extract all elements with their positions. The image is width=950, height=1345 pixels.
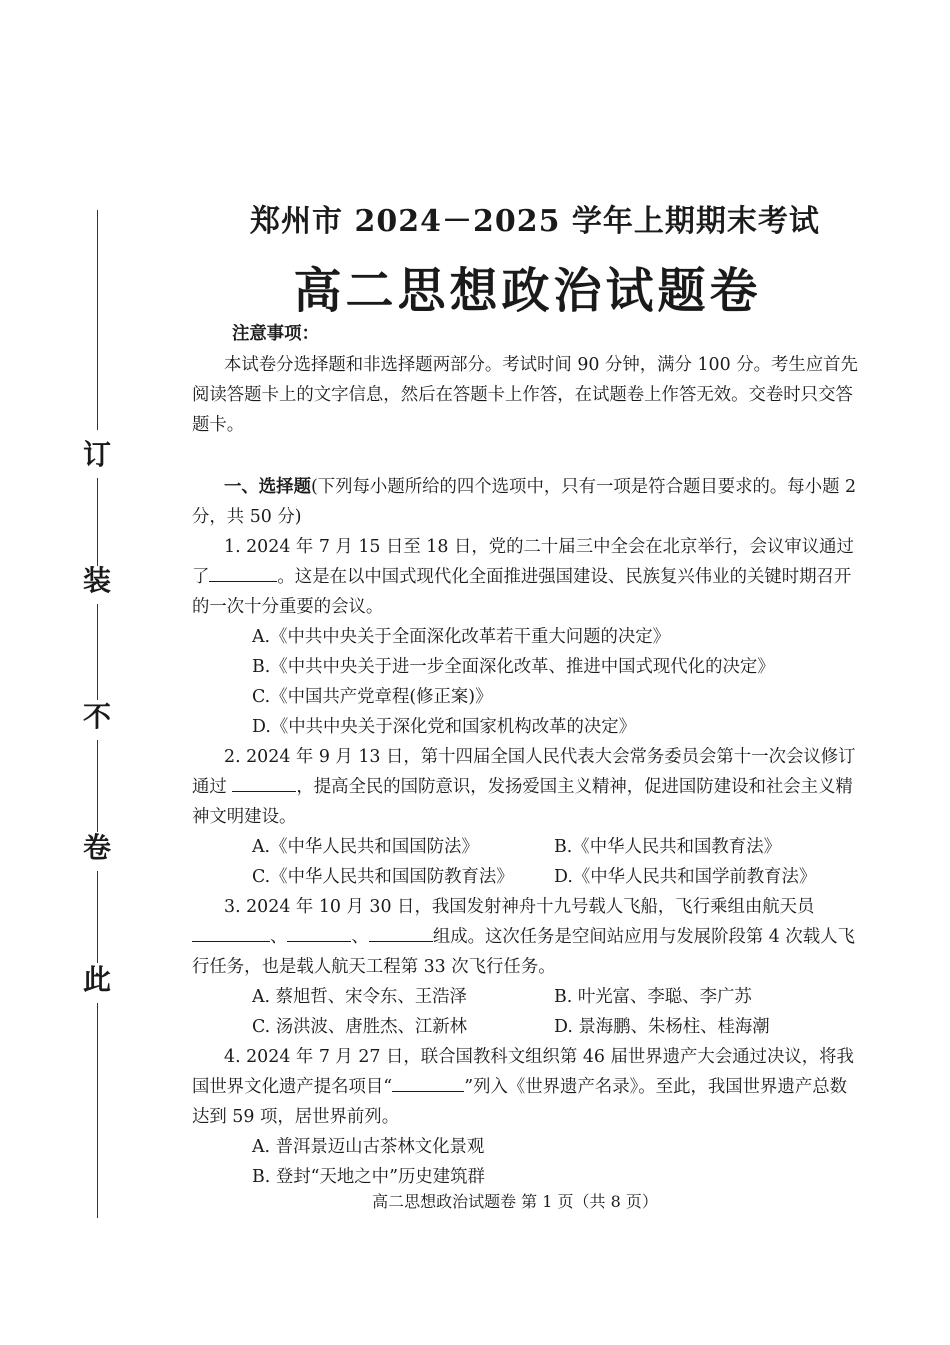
question-3-stem-part-a: 3. 2024 年 10 月 30 日，我国发射神舟十九号载人飞船，飞行乘组由航天员 bbox=[224, 897, 815, 917]
question-4-stem bbox=[192, 1042, 860, 1132]
question-3-stem-part-b: 组成。这次任务是空间站应用与发展阶段第 4 次载人飞行任务，也是载人航天工程第 33 次飞行任务。 bbox=[192, 927, 855, 977]
question-3-option-c: C. 汤洪波、唐胜杰、江新林 bbox=[252, 1017, 468, 1037]
question-4-option-a: A. 普洱景迈山古茶林文化景观 bbox=[252, 1137, 485, 1157]
exam-content bbox=[192, 318, 860, 1192]
binding-line-4 bbox=[97, 740, 98, 832]
page-footer: 高二思想政治试题卷 第 1 页（共 8 页） bbox=[372, 1192, 658, 1211]
question-3-blank-2 bbox=[287, 924, 351, 942]
binding-line-bottom bbox=[97, 1003, 98, 1218]
question-1-stem-part-b: 。这是在以中国式现代化全面推进强国建设、民族复兴伟业的关键时期召开的一次十分重要的会议。 bbox=[192, 567, 852, 617]
binding-line-5 bbox=[97, 871, 98, 963]
question-2-options-row-2 bbox=[192, 862, 860, 892]
binding-char-ci: 此 bbox=[82, 963, 111, 996]
binding-line-3 bbox=[97, 604, 98, 700]
question-1-blank bbox=[209, 564, 277, 582]
question-3-stem bbox=[192, 892, 860, 982]
question-4-stem-part-a: 4. 2024 年 7 月 27 日，联合国教科文组织第 46 届世界遗产大会通过决议，将我国世界文化遗产提名项目“ bbox=[192, 1047, 854, 1097]
question-1-option-b: B.《中共中央关于进一步全面深化改革、推进中国式现代化的决定》 bbox=[252, 657, 775, 677]
question-1-stem bbox=[192, 532, 860, 622]
question-1-option-a: A.《中共中央关于全面深化改革若干重大问题的决定》 bbox=[252, 627, 671, 647]
question-2-option-d: D.《中华人民共和国学前教育法》 bbox=[554, 867, 817, 887]
notice-heading: 注意事项： bbox=[232, 324, 319, 344]
question-3-options-row-1 bbox=[192, 982, 860, 1012]
question-3-separator-1: 、 bbox=[270, 927, 288, 947]
binding-char-juan: 卷 bbox=[82, 831, 111, 864]
section-one-instruction: (下列每小题所给的四个选项中，只有一项是符合题目要求的。每小题 2 分，共 50 分) bbox=[192, 477, 857, 527]
binding-line-2 bbox=[97, 478, 98, 566]
question-1-stem-part-a: 1. 2024 年 7 月 15 日至 18 日，党的二十届三中全会在北京举行，会议审议通过了 bbox=[192, 537, 854, 587]
question-4-blank bbox=[392, 1074, 464, 1092]
question-2-stem-part-a: 2. 2024 年 9 月 13 日，第十四届全国人民代表大会常务委员会第十一次会议修订通过 bbox=[192, 747, 856, 797]
question-3-option-a: A. 蔡旭哲、宋令东、王浩泽 bbox=[252, 987, 467, 1007]
exam-title: 郑州市 2024－2025 学年上期期末考试 bbox=[250, 204, 820, 239]
question-3-options-row-2 bbox=[192, 1012, 860, 1042]
question-2-option-a: A.《中华人民共和国国防法》 bbox=[252, 837, 479, 857]
question-2-option-b: B.《中华人民共和国教育法》 bbox=[554, 837, 781, 857]
notice-body: 本试卷分选择题和非选择题两部分。考试时间 90 分钟，满分 100 分。考生应首先阅读答题卡上的文字信息，然后在答题卡上作答，在试题卷上作答无效。交卷时只交答题卡。 bbox=[192, 355, 858, 435]
binding-char-zhuang: 装 bbox=[82, 564, 111, 597]
question-1-option-c: C.《中国共产党章程(修正案)》 bbox=[252, 687, 493, 707]
section-one-label: 一、选择题 bbox=[224, 477, 311, 497]
question-3-option-d: D. 景海鹏、朱杨柱、桂海潮 bbox=[554, 1017, 770, 1037]
question-3-blank-3 bbox=[369, 924, 433, 942]
question-2-blank bbox=[232, 774, 296, 792]
question-2-options-row-1 bbox=[192, 832, 860, 862]
section-one bbox=[192, 472, 860, 532]
question-2-stem-part-b: ，提高全民的国防意识，发扬爱国主义精神，促进国防建设和社会主义精神文明建设。 bbox=[192, 777, 853, 827]
question-3-blank-1 bbox=[192, 924, 270, 942]
binding-char-ding: 订 bbox=[82, 438, 111, 471]
question-4-option-b: B. 登封“天地之中”历史建筑群 bbox=[252, 1167, 485, 1187]
question-1-option-d: D.《中共中央关于深化党和国家机构改革的决定》 bbox=[252, 717, 637, 737]
binding-char-bu: 不 bbox=[82, 700, 111, 733]
question-3-separator-2: 、 bbox=[351, 927, 369, 947]
question-2-stem bbox=[192, 742, 860, 832]
paper-title: 高二思想政治试题卷 bbox=[293, 263, 762, 319]
question-4-stem-part-b: ”列入《世界遗产名录》。至此，我国世界遗产总数达到 59 项，居世界前列。 bbox=[192, 1077, 847, 1127]
question-3-option-b: B. 叶光富、李聪、李广苏 bbox=[554, 987, 752, 1007]
question-2-option-c: C.《中华人民共和国国防教育法》 bbox=[252, 867, 514, 887]
